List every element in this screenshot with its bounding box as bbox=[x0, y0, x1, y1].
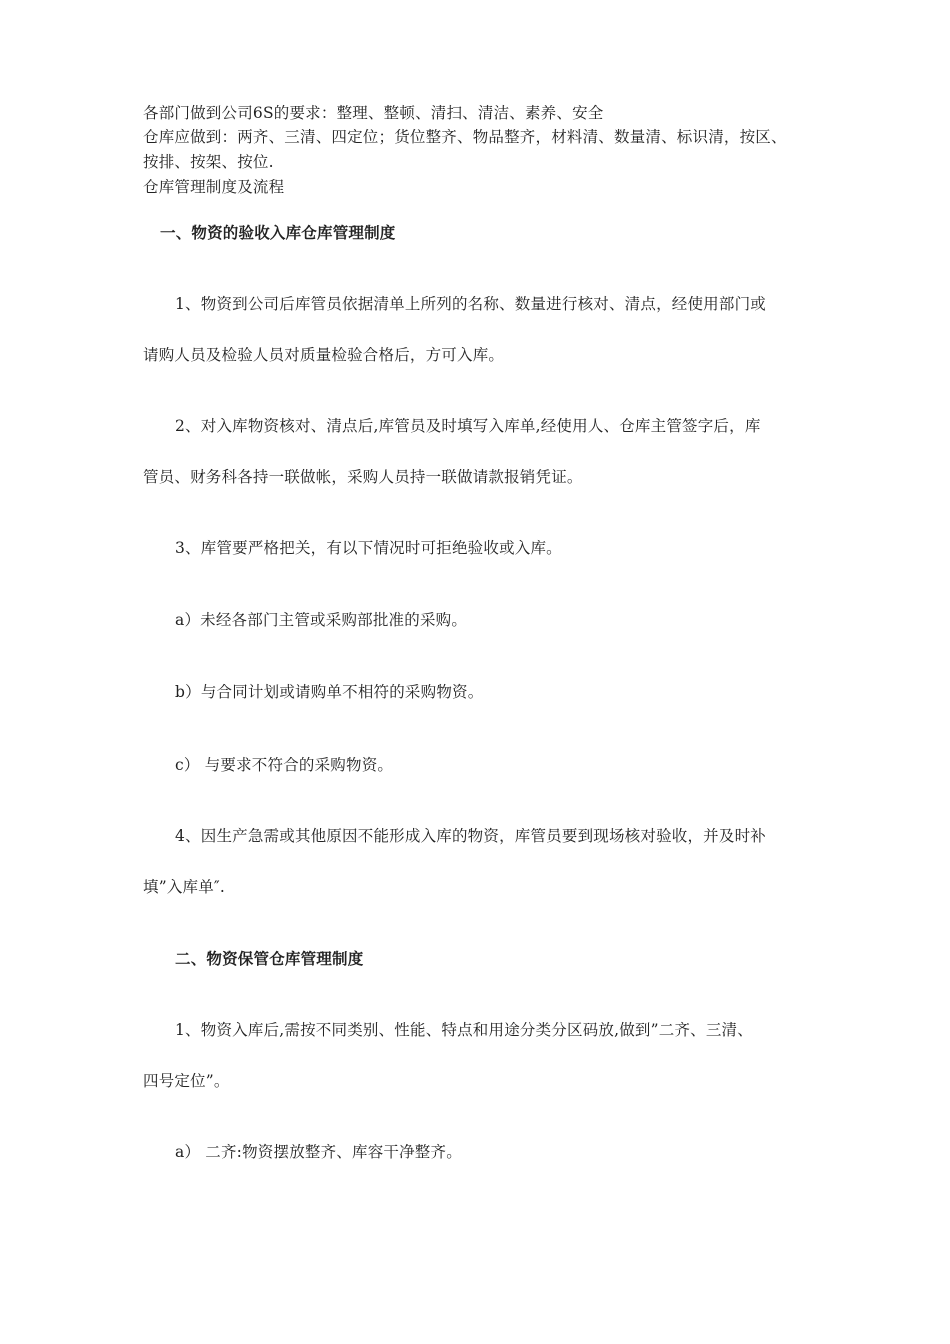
section2-paragraph1-line2: 四号定位”。 bbox=[143, 1072, 230, 1090]
section1-paragraph1-line2: 请购人员及检验人员对质量检验合格后，方可入库。 bbox=[143, 346, 505, 364]
section1-paragraph4-line2: 填”入库单″. bbox=[143, 878, 226, 896]
intro-line-2: 仓库应做到：两齐、三清、四定位；货位整齐、物品整齐，材料清、数量清、标识清，按区、 bbox=[143, 128, 787, 146]
section1-paragraph4-line1: 4、因生产急需或其他原因不能形成入库的物资，库管员要到现场核对验收，并及时补 bbox=[175, 827, 766, 845]
intro-line-4: 仓库管理制度及流程 bbox=[143, 178, 285, 196]
section1-item-a: a）未经各部门主管或采购部批准的采购。 bbox=[175, 611, 468, 629]
section1-paragraph2-line1: 2、对入库物资核对、清点后,库管员及时填写入库单,经使用人、仓库主管签字后，库 bbox=[175, 417, 761, 435]
section1-paragraph1-line1: 1、物资到公司后库管员依据清单上所列的名称、数量进行核对、清点，经使用部门或 bbox=[175, 295, 766, 313]
section1-item-c: c） 与要求不符合的采购物资。 bbox=[175, 756, 394, 774]
section1-paragraph3: 3、库管要严格把关，有以下情况时可拒绝验收或入库。 bbox=[175, 539, 562, 557]
section2-paragraph1-line1: 1、物资入库后,需按不同类别、性能、特点和用途分类分区码放,做到”二齐、三清、 bbox=[175, 1021, 753, 1039]
section2-item-a: a） 二齐:物资摆放整齐、库容干净整齐。 bbox=[175, 1143, 462, 1161]
section1-paragraph2-line2: 管员、财务科各持一联做帐，采购人员持一联做请款报销凭证。 bbox=[143, 468, 583, 486]
section1-title: 一、物资的验收入库仓库管理制度 bbox=[160, 223, 396, 242]
section1-item-b: b）与合同计划或请购单不相符的采购物资。 bbox=[175, 683, 484, 701]
intro-line-3: 按排、按架、按位. bbox=[143, 153, 274, 171]
intro-line-1: 各部门做到公司6S的要求：整理、整顿、清扫、清洁、素养、安全 bbox=[143, 104, 604, 122]
section2-title: 二、物资保管仓库管理制度 bbox=[175, 949, 364, 968]
